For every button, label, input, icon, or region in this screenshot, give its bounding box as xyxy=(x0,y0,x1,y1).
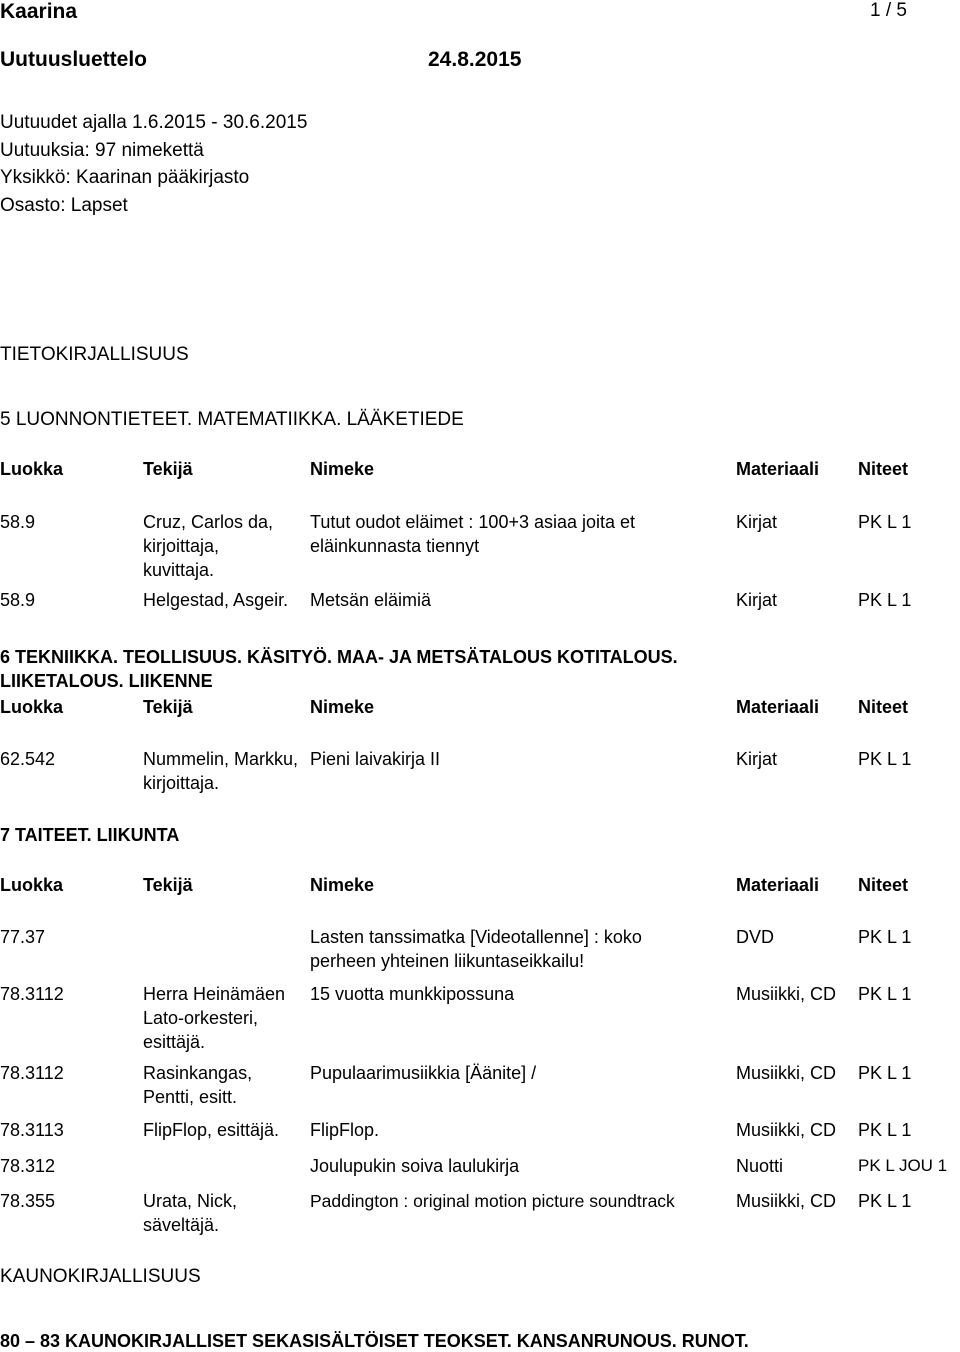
meta-unit: Yksikkö: Kaarinan pääkirjasto xyxy=(0,167,250,188)
cell-niteet: PK L 1 xyxy=(858,984,912,1004)
cell-luokka: 78.3113 xyxy=(0,1120,64,1140)
cell-tekija: Rasinkangas, Pentti, esitt. xyxy=(143,1063,253,1107)
cell-nimeke: Pieni laivakirja II xyxy=(310,749,441,769)
cell-nimeke: Pupulaarimusiikkia [Äänite] / xyxy=(310,1063,537,1083)
col-luokka: Luokka xyxy=(0,697,64,717)
col-materiaali: Materiaali xyxy=(736,459,820,479)
cell-niteet: PK L 1 xyxy=(858,512,912,532)
col-nimeke: Nimeke xyxy=(310,459,375,479)
main-section-nonfiction: TIETOKIRJALLISUUS xyxy=(0,344,189,365)
cell-luokka: 78.3112 xyxy=(0,984,64,1004)
cell-materiaali: Musiikki, CD xyxy=(736,984,837,1004)
cell-niteet: PK L 1 xyxy=(858,1063,912,1083)
section-heading: 6 TEKNIIKKA. TEOLLISUUS. KÄSITYÖ. MAA- JA METSÄTALOUS KOTITALOUS. LIIKETALOUS. LIIKENNE xyxy=(0,647,678,691)
col-luokka: Luokka xyxy=(0,875,64,895)
main-section-fiction: KAUNOKIRJALLISUUS xyxy=(0,1266,201,1287)
cell-materiaali: Nuotti xyxy=(736,1156,784,1176)
col-tekija: Tekijä xyxy=(143,697,193,717)
cell-nimeke: Metsän eläimiä xyxy=(310,590,432,610)
list-title: Uutuusluettelo xyxy=(0,48,147,71)
cell-tekija: Cruz, Carlos da, kirjoittaja, kuvittaja. xyxy=(143,512,274,580)
col-materiaali: Materiaali xyxy=(736,697,820,717)
col-nimeke: Nimeke xyxy=(310,875,375,895)
cell-nimeke: Tutut oudot eläimet : 100+3 asiaa joita et eläinkunnasta tiennyt xyxy=(310,512,636,556)
page-number: 1 / 5 xyxy=(870,0,907,21)
col-materiaali: Materiaali xyxy=(736,875,820,895)
cell-niteet: PK L 1 xyxy=(858,927,912,947)
section-heading: 80 – 83 KAUNOKIRJALLISET SEKASISÄLTÖISET TEOKSET. KANSANRUNOUS. RUNOT. xyxy=(0,1331,749,1351)
col-luokka: Luokka xyxy=(0,459,64,479)
cell-materiaali: Kirjat xyxy=(736,749,778,769)
cell-tekija: Herra Heinämäen Lato-orkesteri, esittäjä. xyxy=(143,984,286,1052)
meta-period: Uutuudet ajalla 1.6.2015 - 30.6.2015 xyxy=(0,112,308,133)
cell-niteet: PK L 1 xyxy=(858,590,912,610)
cell-luokka: 78.312 xyxy=(0,1156,56,1176)
col-niteet: Niteet xyxy=(858,697,909,717)
cell-luokka: 77.37 xyxy=(0,927,46,947)
cell-materiaali: Kirjat xyxy=(736,590,778,610)
col-tekija: Tekijä xyxy=(143,875,193,895)
cell-nimeke: Paddington : original motion picture soundtrack xyxy=(310,1191,675,1211)
meta-count: Uutuuksia: 97 nimekettä xyxy=(0,140,204,161)
cell-tekija: Urata, Nick, säveltäjä. xyxy=(143,1191,238,1235)
cell-tekija: Nummelin, Markku, kirjoittaja. xyxy=(143,749,299,793)
cell-materiaali: Musiikki, CD xyxy=(736,1063,837,1083)
cell-luokka: 62.542 xyxy=(0,749,56,769)
col-niteet: Niteet xyxy=(858,875,909,895)
col-nimeke: Nimeke xyxy=(310,697,375,717)
cell-nimeke: 15 vuotta munkkipossuna xyxy=(310,984,515,1004)
cell-materiaali: DVD xyxy=(736,927,775,947)
cell-materiaali: Kirjat xyxy=(736,512,778,532)
cell-luokka: 78.355 xyxy=(0,1191,56,1211)
cell-niteet: PK L JOU 1 xyxy=(858,1156,948,1175)
meta-department: Osasto: Lapset xyxy=(0,195,128,216)
cell-luokka: 58.9 xyxy=(0,512,36,532)
cell-materiaali: Musiikki, CD xyxy=(736,1120,837,1140)
section-heading: 5 LUONNONTIETEET. MATEMATIIKKA. LÄÄKETIEDE xyxy=(0,409,464,430)
cell-niteet: PK L 1 xyxy=(858,749,912,769)
cell-luokka: 78.3112 xyxy=(0,1063,64,1083)
cell-nimeke: Lasten tanssimatka [Videotallenne] : koko perheen yhteinen liikuntaseikkailu! xyxy=(310,927,642,971)
list-date: 24.8.2015 xyxy=(428,48,522,71)
cell-niteet: PK L 1 xyxy=(858,1120,912,1140)
col-niteet: Niteet xyxy=(858,459,909,479)
section-heading: 7 TAITEET. LIIKUNTA xyxy=(0,825,180,845)
library-name: Kaarina xyxy=(0,0,78,23)
cell-tekija: Helgestad, Asgeir. xyxy=(143,590,289,610)
col-tekija: Tekijä xyxy=(143,459,193,479)
cell-nimeke: Joulupukin soiva laulukirja xyxy=(310,1156,520,1176)
cell-luokka: 58.9 xyxy=(0,590,36,610)
cell-nimeke: FlipFlop. xyxy=(310,1120,380,1140)
cell-niteet: PK L 1 xyxy=(858,1191,912,1211)
cell-tekija: FlipFlop, esittäjä. xyxy=(143,1120,280,1140)
cell-materiaali: Musiikki, CD xyxy=(736,1191,837,1211)
